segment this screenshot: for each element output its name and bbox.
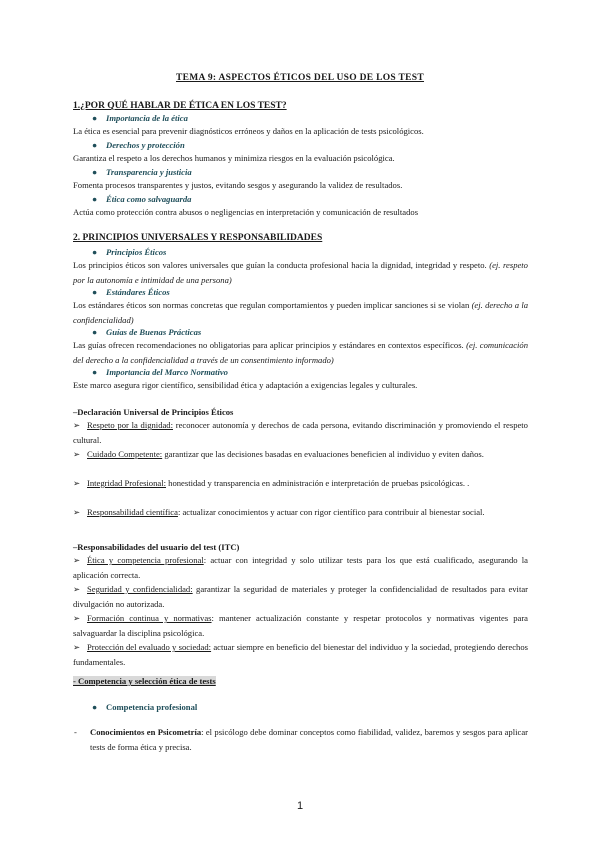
bullet-competencia: ● Competencia profesional	[92, 702, 198, 712]
text-importancia: La ética es esencial para prevenir diagnósticos erróneos y daños en la aplicación de tests psicológicos.	[73, 126, 424, 136]
bullet-guias: ● Guías de Buenas Prácticas	[92, 327, 202, 337]
declaracion-item-2: ➢ Cuidado Competente: garantizar que las decisiones basadas en evaluaciones beneficien al individuo y eviten daños.	[73, 449, 484, 459]
declaracion-item-1: ➢ Respeto por la dignidad: reconocer autonomía y derechos de cada persona, evitando discriminación y promoviendo el respeto cultural.	[73, 420, 528, 445]
bullet-marco: ● Importancia del Marco Normativo	[92, 367, 228, 377]
bullet-derechos: ● Derechos y protección	[92, 140, 185, 150]
itc-item-1: ➢ Ética y competencia profesional: actuar con integridad y solo utilizar tests para los que está cualificado, asegurando la aplicación correcta.	[73, 555, 528, 580]
itc-item-2: ➢ Seguridad y confidencialidad: garantizar la seguridad de materiales y proteger la confidencialidad de resultados para evitar divulgación no autorizada.	[73, 584, 529, 609]
declaracion-heading: –Declaración Universal de Principios Éticos	[73, 407, 234, 417]
text-marco: Este marco asegura rigor científico, sensibilidad ética y adaptación a exigencias legales y culturales.	[73, 380, 418, 390]
competencia-heading: - Competencia y selección ética de tests	[73, 676, 216, 686]
bullet-salvaguarda: ● Ética como salvaguarda	[92, 194, 192, 204]
para-estandares: Los estándares éticos son normas concretas que regulan comportamientos y pueden implicar sanciones si se violan (ej. derecho a la confidencialidad)	[73, 300, 529, 325]
text-transparencia: Fomenta procesos transparentes y justos, evitando sesgos y asegurando la validez de resultados.	[73, 180, 403, 190]
page-number: 1	[296, 800, 304, 812]
bullet-transparencia: ● Transparencia y justicia	[92, 167, 192, 177]
section2-heading: 2. PRINCIPIOS UNIVERSALES Y RESPONSABILIDADES	[73, 233, 323, 243]
bullet-principios: ● Principios Éticos	[92, 247, 167, 257]
para-principios: Los principios éticos son valores universales que guían la conducta profesional hacia la dignidad, integridad y respeto. (ej. respeto por la autonomía e intimidad de una persona)	[73, 260, 528, 285]
text-salvaguarda: Actúa como protección contra abusos o negligencias en interpretación y comunicación de resultados	[73, 207, 419, 217]
competencia-psicometria: - Conocimientos en Psicometría: el psicólogo debe dominar conceptos como fiabilidad, validez, baremos y sesgos para aplicar tests de forma ética y precisa.	[74, 727, 528, 752]
itc-heading: –Responsabilidades del usuario del test (ITC)	[73, 542, 240, 552]
itc-item-3: ➢ Formación continua y normativas: mantener actualización constante y respetar protocolos y normativas vigentes para salvaguardar la disciplina psicológica.	[73, 613, 528, 638]
para-guias: Las guías ofrecen recomendaciones no obligatorias para aplicar principios y estándares en contextos específicos. (ej. comunicación del derecho a la confidencialidad a través de un consentimiento informado)	[73, 340, 528, 365]
page-title: TEMA 9: ASPECTOS ÉTICOS DEL USO DE LOS TEST	[175, 73, 425, 83]
bullet-estandares: ● Estándares Éticos	[92, 287, 170, 297]
itc-item-4: ➢ Protección del evaluado y sociedad: actuar siempre en beneficio del bienestar del individuo y la sociedad, protegiendo derechos fundamentales.	[73, 642, 528, 667]
declaracion-item-3: ➢ Integridad Profesional: honestidad y transparencia en administración e interpretación de pruebas psicológicas. .	[73, 478, 470, 488]
declaracion-item-4: ➢ Responsabilidad científica: actualizar conocimientos y actuar con rigor científico para contribuir al bienestar social.	[73, 507, 485, 517]
bullet-importancia: ● Importancia de la ética	[92, 113, 188, 123]
section1-heading: 1.¿POR QUÉ HABLAR DE ÉTICA EN LOS TEST?	[73, 101, 287, 111]
text-derechos: Garantiza el respeto a los derechos humanos y minimiza riesgos en la evaluación psicológica.	[73, 153, 395, 163]
